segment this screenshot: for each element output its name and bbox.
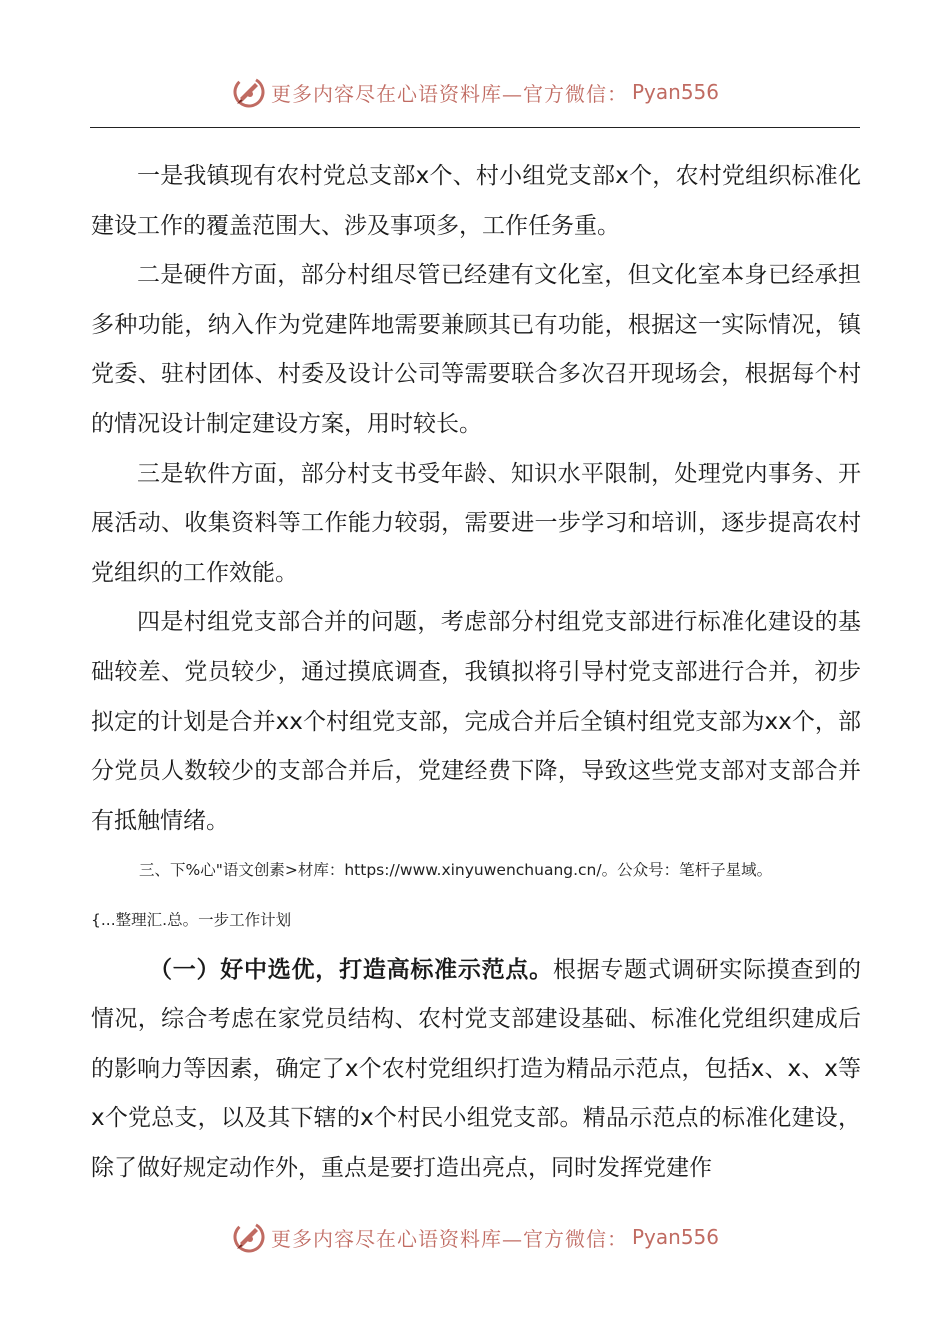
header-wechat-id: Pyan556 — [631, 80, 719, 104]
paragraph-5 — [91, 946, 861, 1194]
source-note-line: 三、下%心"语文创素>材库：https://www.xinyuwenchuang.cn/。公众号：笔杆子星域。 — [139, 861, 773, 880]
brand-logo-icon — [231, 74, 267, 110]
paragraph-2: 二是硬件方面，部分村组尽管已经建有文化室，但文化室本身已经承担多种功能，纳入作为党建阵地需要兼顾其已有功能，根据这一实际情况，镇党委、驻村团体、村委及设计公司等需要联合多次召开现场会，根据每个村的情况设计制定建设方案，用时较长。 — [91, 262, 861, 437]
paragraph-4: 四是村组党支部合并的问题，考虑部分村组党支部进行标准化建设的基础较差、党员较少，通过摸底调查，我镇拟将引导村党支部进行合并，初步拟定的计划是合并xx个村组党支部，完成合并后全镇村组党支部为xx个，部分党员人数较少的支部合并后，党建经费下降，导致这些党支部对支部合并有抵触情绪。 — [91, 609, 861, 834]
brand-logo-icon — [231, 1219, 267, 1255]
footer-wechat-id: Pyan556 — [631, 1225, 719, 1249]
section-heading-note: {...整理汇.总。一步工作计划 — [91, 910, 292, 929]
paragraph-1: 一是我镇现有农村党总支部x个、村小组党支部x个，农村党组织标准化建设工作的覆盖范围大、涉及事项多，工作任务重。 — [91, 163, 861, 239]
header-watermark-banner — [0, 72, 950, 112]
header-divider — [90, 127, 860, 128]
paragraph-3: 三是软件方面，部分村支书受年龄、知识水平限制，处理党内事务、开展活动、收集资料等工作能力较弱，需要进一步学习和培训，逐步提高农村党组织的工作效能。 — [91, 460, 861, 586]
footer-banner-text: 更多内容尽在心语资料库—官方微信： — [270, 1226, 628, 1251]
footer-watermark-banner — [0, 1217, 950, 1257]
paragraph-5-text: 根据专题式调研实际摸查到的情况，综合考虑在家党员结构、农村党支部建设基础、标准化党组织建成后的影响力等因素，确定了x个农村党组织打造为精品示范点，包括x、x、x等x个党总支，以及其下辖的x个村民小组党支部。精品示范点的标准化建设，除了做好规定动作外，重点是要打造出亮点，同时发挥党建作 — [91, 956, 862, 1181]
paragraph-5-lead: （一）好中选优，打造高标准示范点。 — [149, 956, 553, 983]
document-body — [91, 152, 861, 1193]
header-banner-text: 更多内容尽在心语资料库—官方微信： — [270, 81, 628, 106]
